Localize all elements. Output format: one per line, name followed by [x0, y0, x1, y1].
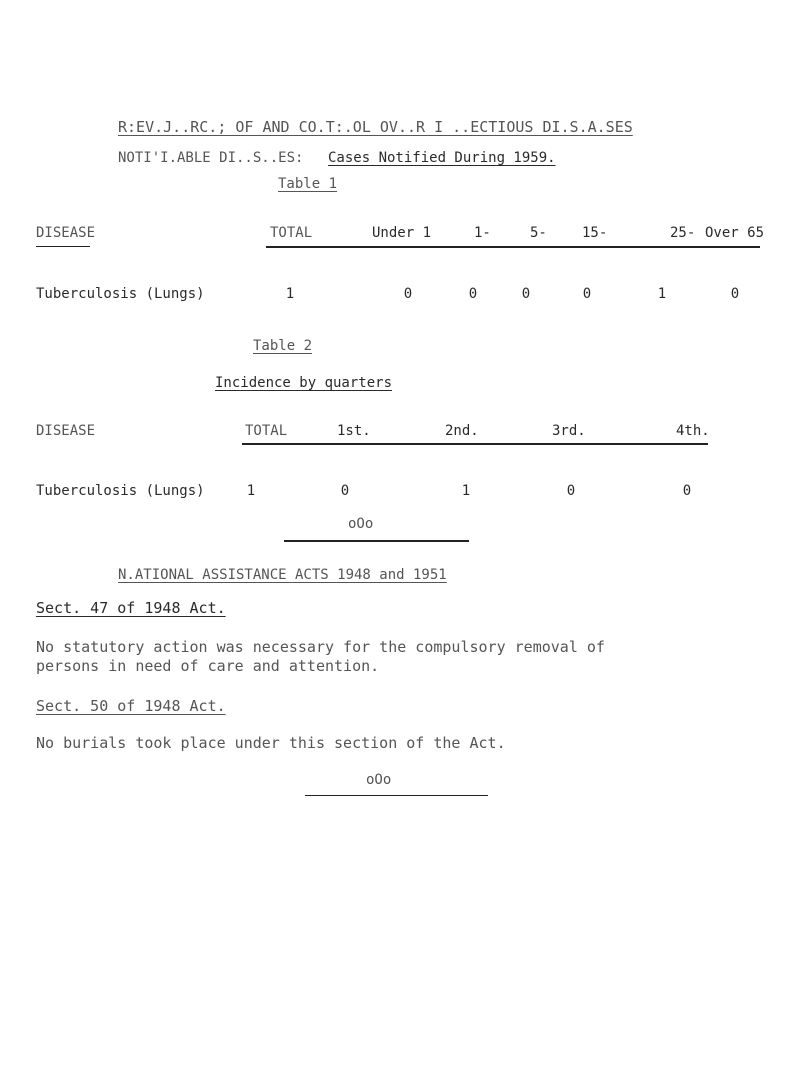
table1-value-5: 0 [521, 286, 531, 302]
separator-2-line [305, 795, 488, 796]
table1-header-under1: Under 1 [372, 225, 432, 241]
sect47-heading: Sect. 47 of 1948 Act. [36, 599, 226, 617]
notifiable-diseases-label: NOTI'I.ABLE DI..S..ES: [118, 150, 304, 166]
sect50-text: No burials took place under this section of the Act. [36, 734, 506, 752]
table2-value-q3: 0 [566, 483, 576, 499]
table2-header-q3: 3rd. [552, 423, 586, 439]
table1-value-15: 0 [582, 286, 592, 302]
cases-notified-heading: Cases Notified During 1959. [328, 150, 556, 166]
table1-value-total: 1 [285, 286, 295, 302]
table2-value-q2: 1 [461, 483, 471, 499]
table1-header-25: 25- [670, 225, 696, 241]
table1-header-1: 1- [474, 225, 491, 241]
table1-value-under1: 0 [403, 286, 413, 302]
table2-header-total: TOTAL [245, 423, 288, 439]
table1-header-disease: DISEASE [36, 225, 96, 241]
separator-1-text: oOo [348, 516, 374, 532]
table2-value-q4: 0 [682, 483, 692, 499]
table2-row-disease: Tuberculosis (Lungs) [36, 483, 205, 499]
report-title: R:EV.J..RC.; OF AND CO.T:.OL OV..R I ..ECTIOUS DI.S.A.SES [118, 118, 633, 136]
section2-title: N.ATIONAL ASSISTANCE ACTS 1948 and 1951 [118, 567, 447, 583]
table1-disease-rule [36, 246, 90, 247]
table1-row-disease: Tuberculosis (Lungs) [36, 286, 205, 302]
table2-caption: Table 2 [253, 338, 313, 354]
table2-value-q1: 0 [340, 483, 350, 499]
table2-header-disease: DISEASE [36, 423, 96, 439]
table2-value-total: 1 [246, 483, 256, 499]
table1-header-rule [266, 246, 760, 248]
table2-header-q2: 2nd. [445, 423, 479, 439]
separator-1-line [284, 540, 469, 542]
sect50-heading: Sect. 50 of 1948 Act. [36, 697, 226, 715]
sect47-text-line1: No statutory action was necessary for the compulsory removal of [36, 638, 605, 656]
table1-header-over65: Over 65 [705, 225, 765, 241]
table1-caption: Table 1 [278, 176, 338, 192]
table2-subcaption: Incidence by quarters [215, 375, 393, 391]
table1-header-5: 5- [530, 225, 547, 241]
table2-header-rule [242, 443, 708, 445]
table1-header-15: 15- [582, 225, 608, 241]
table1-value-over65: 0 [730, 286, 740, 302]
table1-header-total: TOTAL [270, 225, 313, 241]
table2-header-q4: 4th. [676, 423, 710, 439]
table2-header-q1: 1st. [337, 423, 371, 439]
table1-value-25: 1 [657, 286, 667, 302]
separator-2-text: oOo [366, 772, 392, 788]
table1-value-1: 0 [468, 286, 478, 302]
sect47-text-line2: persons in need of care and attention. [36, 657, 380, 675]
